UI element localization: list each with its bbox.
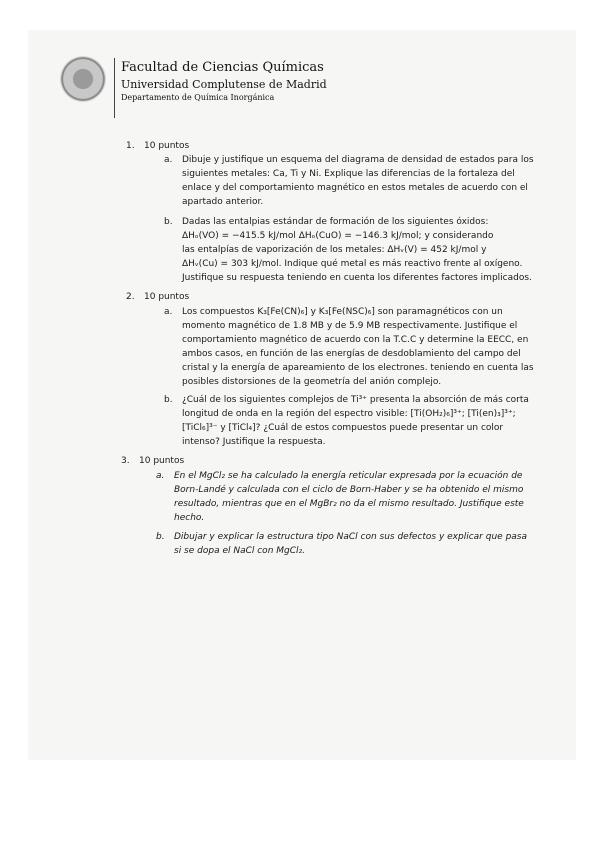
- question-points: 10 puntos: [139, 456, 185, 466]
- item-label: a.: [156, 471, 165, 481]
- item-label: b.: [164, 217, 173, 227]
- item-label: a.: [164, 155, 173, 165]
- item-line: posibles distorsiones de la geometría del anión complejo.: [182, 377, 442, 387]
- item-line: ΔHᵥ(Cu) = 303 kJ/mol. Indique qué metal es más reactivo frente al oxígeno.: [182, 259, 523, 269]
- question-2a: [164, 305, 534, 389]
- item-line: longitud de onda en la región del espectro visible: [Ti(OH₂)₆]³⁺; [Ti(en)₃]³⁺;: [182, 409, 516, 419]
- item-line: Dadas las entalpias estándar de formación de los siguientes óxidos:: [182, 217, 489, 227]
- item-line: enlace y del comportamiento magnético en estos metales de acuerdo con el: [182, 183, 528, 193]
- university-name: Universidad Complutense de Madrid: [121, 78, 327, 91]
- item-line: Justifique su respuesta teniendo en cuenta los diferentes factores implicados.: [182, 273, 532, 283]
- item-line: [TiCl₆]³⁻ y [TiCl₄]? ¿Cuál de estos compuestos puede presentar un color: [182, 423, 504, 433]
- item-line: ambos casos, en función de las energías de desdoblamiento del campo del: [182, 349, 521, 359]
- question-2-heading: [126, 291, 189, 304]
- item-line: intenso? Justifique la respuesta.: [182, 437, 326, 447]
- item-line: comportamiento magnético de acuerdo con la T.C.C y determine la EECC, en: [182, 335, 529, 345]
- item-line: momento magnético de 1.8 MB y de 5.9 MB respectivamente. Justifique el: [182, 321, 518, 331]
- question-number: 2.: [126, 292, 135, 302]
- item-line: apartado anterior.: [182, 197, 264, 207]
- question-3a: [156, 469, 524, 525]
- item-label: b.: [164, 395, 173, 405]
- item-line: ¿Cuál de los siguientes complejos de Ti³⁺ presenta la absorción de más corta: [182, 395, 529, 405]
- question-3b: [156, 530, 527, 558]
- item-label: b.: [156, 532, 165, 542]
- question-1b: [164, 215, 532, 285]
- department-name: Departamento de Química Inorgánica: [121, 93, 275, 102]
- item-line: siguientes metales: Ca, Ti y Ni. Explique las diferencias de la fortaleza del: [182, 169, 515, 179]
- question-1-heading: [126, 140, 189, 153]
- university-seal-icon: [60, 56, 106, 102]
- item-line: resultado, mientras que en el MgBr₂ no da el mismo resultado. Justifique este: [174, 499, 524, 509]
- item-line: Los compuestos K₃[Fe(CN)₆] y K₃[Fe(NSC)₆] son paramagnéticos con un: [182, 307, 503, 317]
- item-line: las entalpías de vaporización de los metales: ΔHᵥ(V) = 452 kJ/mol y: [182, 245, 487, 255]
- question-1a: [164, 153, 534, 209]
- item-line: En el MgCl₂ se ha calculado la energía reticular expresada por la ecuación de: [174, 471, 523, 481]
- question-number: 3.: [121, 456, 130, 466]
- item-line: Dibuje y justifique un esquema del diagrama de densidad de estados para los: [182, 155, 534, 165]
- question-points: 10 puntos: [144, 141, 190, 151]
- question-points: 10 puntos: [144, 292, 190, 302]
- question-2b: [164, 393, 529, 449]
- item-label: a.: [164, 307, 173, 317]
- faculty-name: Facultad de Ciencias Químicas: [121, 60, 324, 75]
- item-line: Dibujar y explicar la estructura tipo NaCl con sus defectos y explicar que pasa: [174, 532, 527, 542]
- header-divider: [114, 58, 115, 118]
- item-line: si se dopa el NaCl con MgCl₂.: [174, 546, 305, 556]
- item-line: Born-Landé y calculada con el ciclo de Born-Haber y se ha obtenido el mismo: [174, 485, 524, 495]
- question-number: 1.: [126, 141, 135, 151]
- question-3-heading: [121, 455, 184, 468]
- item-line: hecho.: [174, 513, 205, 523]
- item-line: cristal y la energía de apareamiento de los electrones. teniendo en cuenta las: [182, 363, 534, 373]
- item-line: ΔHₒ(VO) = −415.5 kJ/mol ΔHₒ(CuO) = −146.3 kJ/mol; y considerando: [182, 231, 494, 241]
